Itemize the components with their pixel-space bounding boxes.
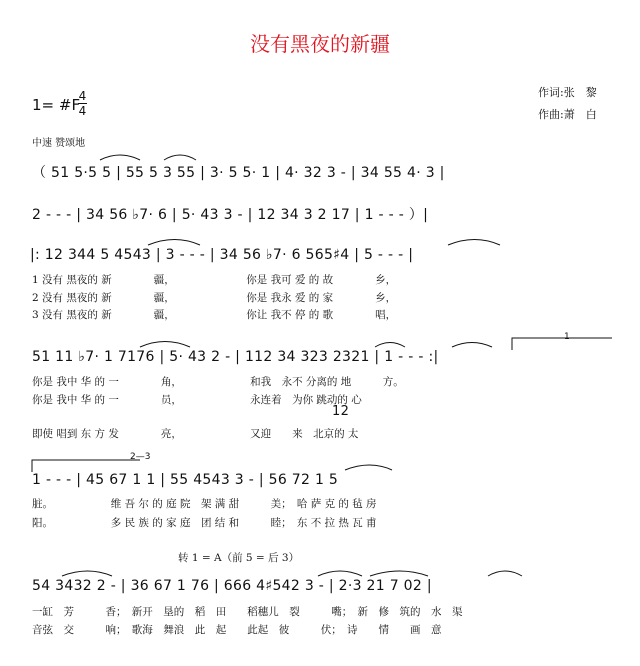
slur-mark [318,571,362,576]
key-signature: 1= #F [32,96,81,114]
slur-mark [488,571,522,576]
slur-mark [140,342,190,348]
lyric-row-6-verse-2: 音弦 交 响； 歌海 舞浪 此 起 此起 彼 伏； 诗 情 画 意 [32,624,442,636]
notation-row-4: 51 11 ♭7· 1 7176 | 5· 43 2 - | 112 34 323 2321 | 1 - - - :| [32,349,439,365]
lyric-row-3-verse-3: 3 没有 黑夜的 新 疆， 你让 我不 停 的 歌 唱， [32,309,397,321]
song-title: 没有黑夜的新疆 [250,32,390,56]
notation-row-3: |: 12 344 5 4543 | 3 - - - | 34 56 ♭7· 6 565♯4 | 5 - - - | [30,247,414,263]
lyric-row-5-verse-2: 阳。 多 民 族 的 家 庭 团 结 和 睦； 东 不 拉 热 瓦 甫 [32,517,377,529]
notation-row-1: （ 51 5·5 5 | 55 5 3 55 | 3· 5 5· 1 | 4· 32 3 - | 34 55 4· 3 | [32,165,445,181]
slur-mark [148,240,200,246]
tempo-marking: 中速 赞颂地 [32,138,86,149]
slur-mark [345,465,392,470]
volta-2-3-bracket [32,460,140,472]
composer-credit: 作曲:萧 白 [538,108,597,121]
notation-row-2: 2 - - - | 34 56 ♭7· 6 | 5· 43 3 - | 12 34 3 2 17 | 1 - - - ）| [32,207,429,223]
lyric-row-3-verse-2: 2 没有 黑夜的 新 疆， 你是 我永 爱 的 家 乡， [32,292,397,304]
volta-1-bracket [512,338,612,350]
slur-mark [100,155,140,160]
lyric-row-4-verse-2: 你是 我中 华 的 一 员， 永连着 为你 跳动的 心 [32,394,362,406]
time-signature-top: 4 [78,89,87,103]
lyricist-credit: 作词:张 黎 [538,86,597,99]
lyric-row-4-verse-1: 你是 我中 华 的 一 角， 和我 永不 分离的 地 方。 [32,376,404,388]
alt-notes: 12 [332,404,350,419]
slur-mark [375,343,405,348]
lyric-row-6-verse-1: 一缸 芳 香； 新开 垦的 稻 田 稻穗儿 裂 嘴； 新 修 筑的 水 渠 [32,606,463,618]
volta-2-3-label: 2—3 [130,452,151,462]
notation-row-6: 54 3432 2 - | 36 67 1 76 | 666 4♯542 3 - | 2·3 21 7 02 | [32,578,432,594]
slur-mark [370,571,428,576]
lyric-row-5-verse-1: 脏。 维 吾 尔 的 庭 院 架 满 甜 美； 哈 萨 克 的 毡 房 [32,498,377,510]
modulation-marking: 转 1 = A（前 5 = 后 3） [178,552,300,564]
slur-mark [452,343,492,348]
volta-1-label: 1 [564,332,570,342]
slur-mark [448,240,500,246]
notation-row-5: 1 - - - | 45 67 1 1 | 55 4543 3 - | 56 72 1 5 [32,472,339,488]
time-signature-bottom: 4 [78,104,87,118]
lyric-row-3-verse-1: 1 没有 黑夜的 新 疆， 你是 我可 爱 的 故 乡， [32,274,397,286]
lyric-row-4-verse-3: 即使 唱到 东 方 发 亮， 又迎 来 北京的 太 [32,428,359,440]
slur-mark [62,571,112,576]
slur-mark [164,155,196,160]
